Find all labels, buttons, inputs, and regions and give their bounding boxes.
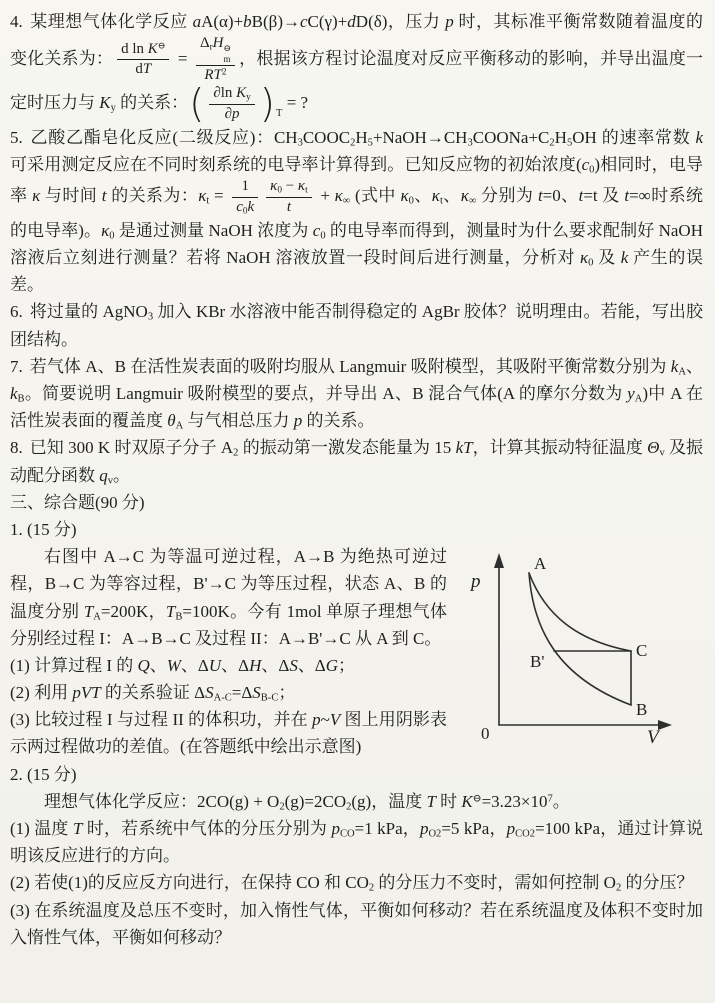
origin-label: 0 [481,724,490,744]
q1-intro: 右图中 A→C 为等温可逆过程，A→B 为绝热可逆过程，B→C 为等容过程，B'→C 为等压过程，状态 A、B 的温度分别 $T_A=200K$，$T_B=100K$。今有 1mol 单原子理想气体分别经过程 I：A→B→C 及过程 II：A→B'→C 从 A 到 C。 [10,547,447,648]
x-axis-label: V [647,727,659,746]
q1-heading: 1. (15 分) [10,519,77,539]
question-6-number: 6. [10,302,23,322]
y-axis-label: p [471,571,481,593]
q1-part-2: (2) 利用 pVT 的关系验证 $\Delta S_{A-C}=\Delta S_{B-C}$； [10,683,296,704]
question-7-number: 7. [10,356,23,376]
question-6-text: 将过量的 AgNO$_3$ 加入 KBr 水溶液中能否制得稳定的 AgBr 胶体？说明理由。若能，写出胶团结构。 [10,302,703,349]
point-b-label: B [636,700,648,720]
question-5-text: 乙酸乙酯皂化反应(二级反应)：$CH_3COOC_2H_5+NaOH\to CH_3COONa+C_2H_5OH$ 的速率常数 k 可采用测定反应在不同时刻系统的电导率计算得到。已知反应物的初始浓度$(c_0)$相同时，电导率 κ 与时间 t 的关系为：$\kappa_t$ = $\frac{1}{c_0k}$ $\frac{\kappa_0 - \kappa_t}{t}$ + $\kappa_\infty$ (式中 $\kappa_0$、$\kappa_t$、$\kappa_\infty$ 分别为 t=0、t=t 及 t=∞时系统的电导率)。$\kappa_0$ 是通过测量 NaOH 浓度为 $c_0$ 的电导率而得到，测量时为什么要求配制好 NaOH 溶液后立刻进行测量？若将 NaOH 溶液放置一段时间后进行测量，分析对 $\kappa_0$ 及 k 产生的误差。 [10,127,704,295]
question-4-text: 某理想气体化学反应 aA(α)+bB(β)→cC(γ)+dD(δ)，压力 p 时，其标准平衡常数随着温度的变化关系为： $\frac{d \ln K^⊖}{dT}$ = $\Delta_rH$ ⊖ m $RT^2$ ，根据该方程讨论温度对反应平衡移动的影响，并导出温度一定时压力与 $K_y$ 的关系： ( $\frac{\partial\ln K_y}{\partial p}$ ) T = ? [10,12,704,127]
point-bprime-label: B' [530,652,545,672]
isotherm-a-c [529,573,631,651]
point-a-label: A [534,554,547,574]
question-6 [10,298,703,352]
adiabat-a-b [529,573,631,705]
question-8 [10,434,703,488]
q2-part-3: (3) 在系统温度及总压不变时，加入惰性气体，平衡如何移动？若在系统温度及体积不变时加入惰性气体，平衡如何移动？ [10,900,703,947]
pv-figure [447,543,703,745]
y-axis-arrow [494,553,504,568]
pv-diagram [455,543,695,745]
comprehensive-question-1 [10,516,703,761]
q2-intro: 理想气体化学反应：$2CO(g) + O_2(g)=2CO_2(g)$，温度 T 时 $K^⊖=3.23\times 10^7$。 [44,791,570,813]
question-4-number: 4. [10,12,23,31]
point-c-label: C [636,641,648,661]
question-5 [10,124,703,299]
question-8-number: 8. [10,438,23,458]
question-8-text: 已知 300 K 时双原子分子 $A_2$ 的振动第一激发态能量为 15 kT，计算其振动特征温度 $\Theta_v$ 及振动配分函数 $q_v$。 [10,438,704,487]
q2-part-2: (2) 若使(1)的反应反方向进行，在保持 CO 和 $CO_2$ 的分压力不变时，需如何控制 $O_2$ 的分压？ [10,873,694,895]
q2-part-1: (1) 温度 T 时，若系统中气体的分压分别为 $p_{CO}=1$ kPa，$p_{O2}=5$ kPa，$p_{CO2}=100$ kPa，通过计算说明该反应进行的方向。 [10,819,704,866]
q1-part-3: (3) 比较过程 I 与过程 II 的体积功，并在 p~V 图上用阴影表示两过程做功的差值。(在答题纸中绘出示意图) [10,710,447,757]
comprehensive-question-2 [10,761,703,951]
question-7-text: 若气体 A、B 在活性炭表面的吸附均服从 Langmuir 吸附模型，其吸附平衡常数分别为 $k_A$、$k_B$。简要说明 Langmuir 吸附模型的要点，并导出 A、B 混合气体(A 的摩尔分数为 $y_A$)中 A 在活性炭表面的覆盖度 $\theta_A$ 与气相总压力 p 的关系。 [10,356,704,432]
question-4 [10,8,704,127]
section-3-header: 三、综合题(90 分) [10,492,145,512]
q2-heading: 2. (15 分) [10,764,77,784]
question-7 [10,353,703,435]
question-5-number: 5. [10,127,23,147]
x-axis-arrow [658,720,672,730]
q1-part-1: (1) 计算过程 I 的 Q、W、ΔU、ΔH、ΔS、ΔG； [10,655,356,675]
